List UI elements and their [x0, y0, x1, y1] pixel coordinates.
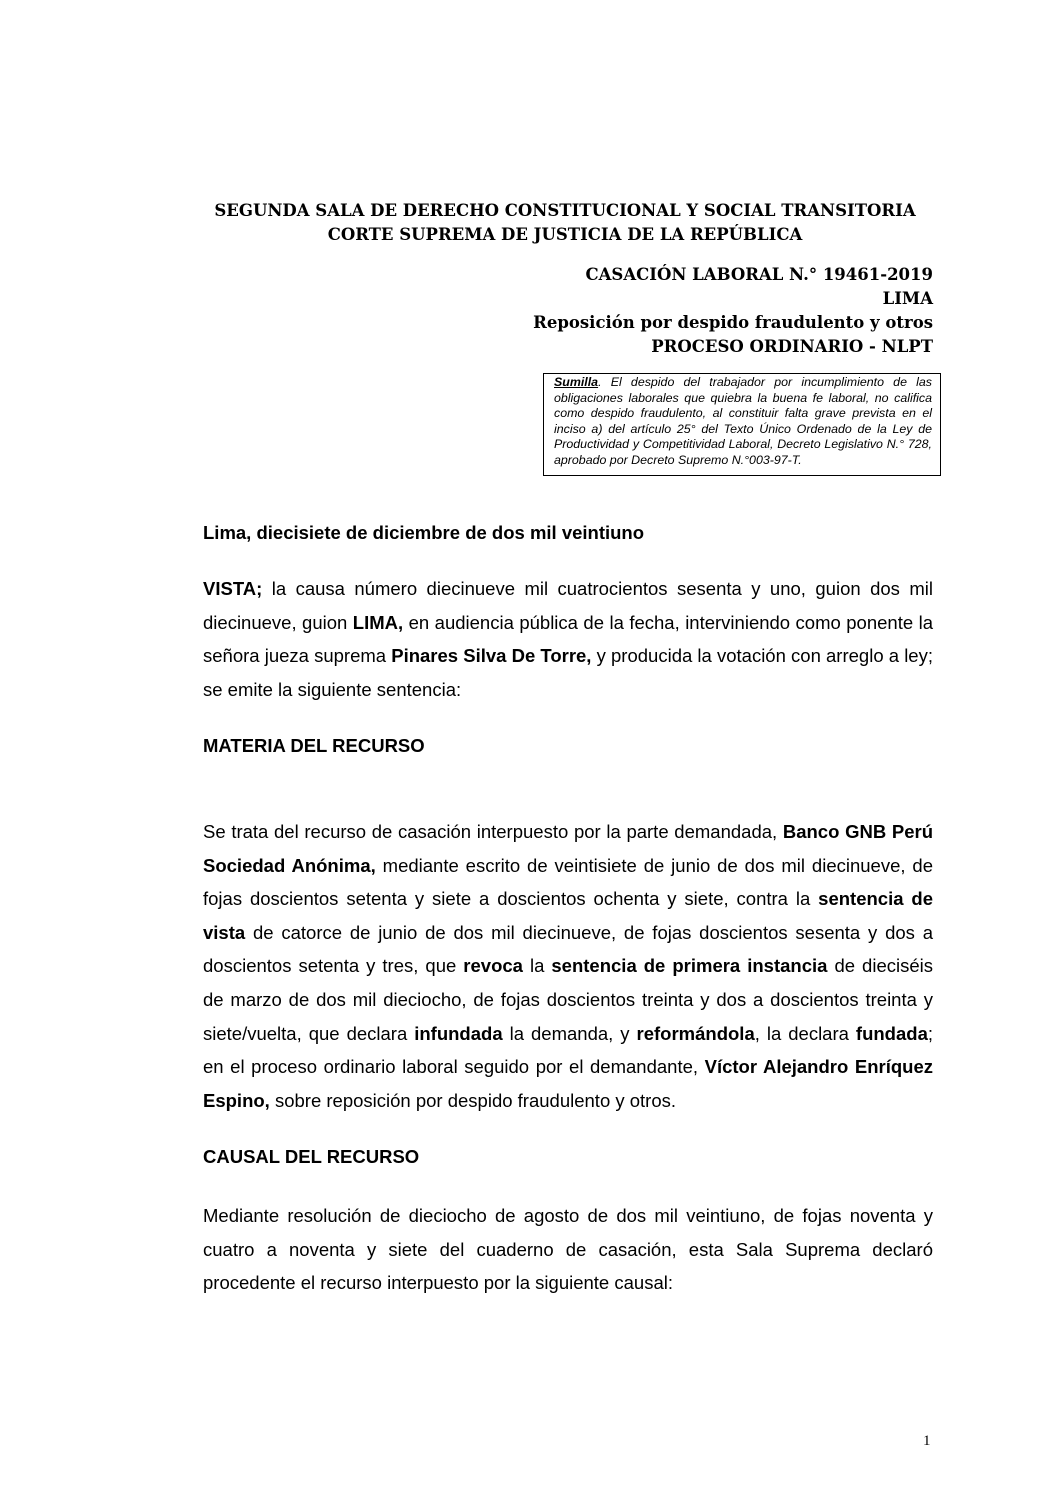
court-header-line-1: SEGUNDA SALA DE DERECHO CONSTITUCIONAL Y SOCIAL TRANSITORIA — [214, 201, 916, 220]
case-subject: Reposición por despido fraudulento y otros — [533, 313, 933, 332]
vista-city: LIMA, — [352, 611, 404, 633]
sumilla-text: . El despido del trabajador por incumplimiento de las obligaciones laborales que quiebra la buena fe laboral, no califica como despido fraudulento, al constituir falta grave prevista en el inciso a) del artículo 25° del Texto Único Ordenado de la Ley de Productividad y Competitividad Laboral, Decreto Legislativo N.° 728, aprobado por Decreto Supremo N.°003-97-T. — [554, 375, 932, 467]
materia-revoca: revoca — [463, 955, 523, 977]
vista-text-1: la causa número diecinueve mil cuatrocientos sesenta y uno, guion dos mil diecinueve, guion — [203, 578, 933, 633]
materia-reformandola: reformándola — [636, 1022, 755, 1044]
case-info — [533, 263, 933, 359]
materia-text-1: Se trata del recurso de casación interpuesto por la parte demandada, — [203, 821, 783, 842]
materia-plaintiff: Víctor Alejandro Enríquez Espino, — [203, 1056, 933, 1111]
vista-paragraph — [203, 572, 933, 706]
court-header — [190, 199, 940, 247]
case-process: PROCESO ORDINARIO - NLPT — [651, 337, 933, 356]
materia-text-3: de catorce de junio de dos mil diecinueve, de fojas doscientos sesenta y dos a doscientos setenta y tres, que — [203, 921, 933, 977]
materia-text-4: la — [522, 955, 552, 977]
case-number: CASACIÓN LABORAL N.° 19461-2019 — [585, 265, 933, 284]
materia-text-8: ; en el proceso ordinario laboral seguido por el demandante, — [203, 1022, 934, 1078]
materia-primera-instancia: sentencia de primera instancia — [551, 955, 828, 977]
vista-text-2: en audiencia pública de la fecha, interviniendo como ponente la señora jueza suprema — [203, 611, 934, 667]
vista-judge: Pinares Silva De Torre, — [391, 645, 592, 667]
materia-text-5: de dieciséis de marzo de dos mil dieciocho, de fojas doscientos treinta y dos a doscientos treinta y siete/vuelta, que declara — [203, 955, 933, 1044]
materia-defendant: Banco GNB Perú Sociedad Anónima, — [203, 821, 933, 876]
materia-text-6: la demanda, y — [502, 1022, 637, 1044]
materia-sentencia-vista: sentencia de vista — [203, 888, 933, 943]
sumilla-label: Sumilla — [554, 375, 599, 389]
materia-text-9: sobre reposición por despido fraudulento y otros. — [269, 1089, 677, 1111]
materia-infundada: infundada — [414, 1022, 503, 1044]
materia-text-7: , la declara — [754, 1022, 856, 1044]
vista-text-3: y producida la votación con arreglo a ley; se emite la siguiente sentencia: — [203, 645, 933, 700]
materia-text-2: mediante escrito de veintisiete de junio de dos mil diecinueve, de fojas doscientos setenta y siete a doscientos ochenta y siete, contra la — [203, 854, 933, 910]
materia-fundada: fundada — [855, 1022, 928, 1044]
date-line: Lima, diecisiete de diciembre de dos mil veintiuno — [203, 522, 645, 543]
case-city: LIMA — [882, 289, 933, 308]
sumilla-box — [543, 373, 941, 476]
materia-paragraph — [203, 815, 933, 1117]
causal-title: CAUSAL DEL RECURSO — [203, 1146, 420, 1167]
causal-paragraph: Mediante resolución de dieciocho de agosto de dos mil veintiuno, de fojas noventa y cuatro a noventa y siete del cuaderno de casación, esta Sala Suprema declaró procedente el recurso interpuesto por la siguiente causal: — [203, 1205, 933, 1294]
page-number: 1 — [923, 1433, 931, 1449]
vista-label: VISTA; — [203, 578, 263, 599]
court-header-line-2: CORTE SUPREMA DE JUSTICIA DE LA REPÚBLICA — [327, 225, 803, 244]
materia-title: MATERIA DEL RECURSO — [203, 735, 425, 756]
